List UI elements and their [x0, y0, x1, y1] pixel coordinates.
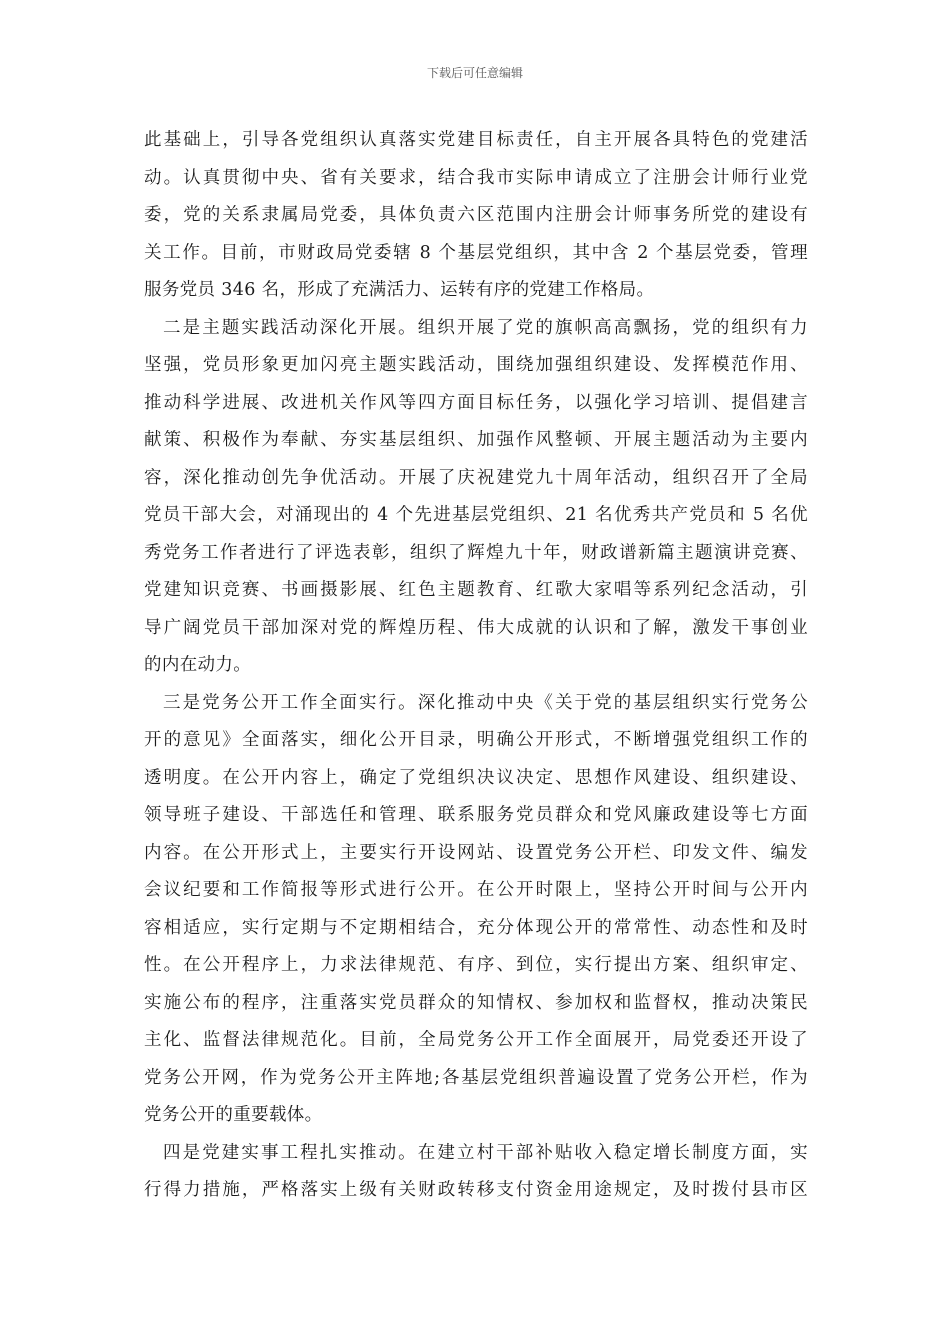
text-line: 的内在动力。: [144, 655, 252, 675]
text-line: 开的意见》全面落实，细化公开目录，明确公开形式，不断增强党组织工作的: [144, 730, 808, 750]
text-line: 委，党的关系隶属局党委，具体负责六区范围内注册会计师事务所党的建设有: [144, 205, 808, 225]
text-line: 党务公开的重要载体。: [144, 1105, 323, 1125]
text-line: 秀党务工作者进行了评选表彰，组织了辉煌九十年，财政谱新篇主题演讲竞赛、: [144, 542, 808, 563]
text-line: 透明度。在公开内容上，确定了党组织决议决定、思想作风建设、组织建设、: [144, 767, 808, 788]
text-line: 此基础上，引导各党组织认真落实党建目标责任，自主开展各具特色的党建活: [144, 130, 808, 150]
text-line: 关工作。目前，市财政局党委辖 8 个基层党组织，其中含 2 个基层党委，管理: [144, 242, 808, 263]
text-line: 党建知识竞赛、书画摄影展、红色主题教育、红歌大家唱等系列纪念活动，引: [144, 580, 808, 600]
text-line: 实施公布的程序，注重落实党员群众的知情权、参加权和监督权，推动决策民: [144, 992, 808, 1013]
text-line: 动。认真贯彻中央、省有关要求，结合我市实际申请成立了注册会计师行业党: [144, 167, 808, 188]
text-line: 三是党务公开工作全面实行。深化推动中央《关于党的基层组织实行党务公: [163, 692, 808, 713]
text-line: 党务公开网，作为党务公开主阵地;各基层党组织普遍设置了党务公开栏，作为: [144, 1067, 808, 1088]
text-line: 主化、监督法律规范化。目前，全局党务公开工作全面展开，局党委还开设了: [144, 1030, 808, 1050]
text-line: 内容。在公开形式上，主要实行开设网站、设置党务公开栏、印发文件、编发: [144, 842, 808, 863]
text-line: 会议纪要和工作简报等形式进行公开。在公开时限上，坚持公开时间与公开内: [144, 880, 808, 900]
text-line: 党员干部大会，对涌现出的 4 个先进基层党组织、21 名优秀共产党员和 5 名优: [144, 505, 808, 525]
page-header: 下载后可任意编辑: [426, 66, 523, 80]
text-line: 四是党建实事工程扎实推动。在建立村干部补贴收入稳定增长制度方面，实: [163, 1142, 808, 1163]
text-line: 容，深化推动创先争优活动。开展了庆祝建党九十周年活动，组织召开了全局: [144, 467, 808, 488]
text-line: 领导班子建设、干部选任和管理、联系服务党员群众和党风廉政建设等七方面: [144, 805, 808, 825]
text-line: 二是主题实践活动深化开展。组织开展了党的旗帜高高飘扬，党的组织有力: [163, 317, 808, 338]
text-line: 献策、积极作为奉献、夯实基层组织、加强作风整顿、开展主题活动为主要内: [144, 430, 808, 450]
document-body: [144, 122, 808, 1210]
text-line: 推动科学进展、改进机关作风等四方面目标任务，以强化学习培训、提倡建言: [144, 392, 808, 413]
text-line: 容相适应，实行定期与不定期相结合，充分体现公开的常常性、动态性和及时: [144, 917, 808, 938]
text-line: 导广阔党员干部加深对党的辉煌历程、伟大成就的认识和了解，激发干事创业: [144, 617, 808, 638]
text-line: 性。在公开程序上，力求法律规范、有序、到位，实行提出方案、组织审定、: [144, 955, 808, 975]
text-line: 坚强，党员形象更加闪亮主题实践活动，围绕加强组织建设、发挥模范作用、: [144, 355, 808, 375]
text-line: 服务党员 346 名，形成了充满活力、运转有序的党建工作格局。: [144, 280, 655, 300]
text-line: 行得力措施，严格落实上级有关财政转移支付资金用途规定，及时拨付县市区: [144, 1180, 808, 1200]
